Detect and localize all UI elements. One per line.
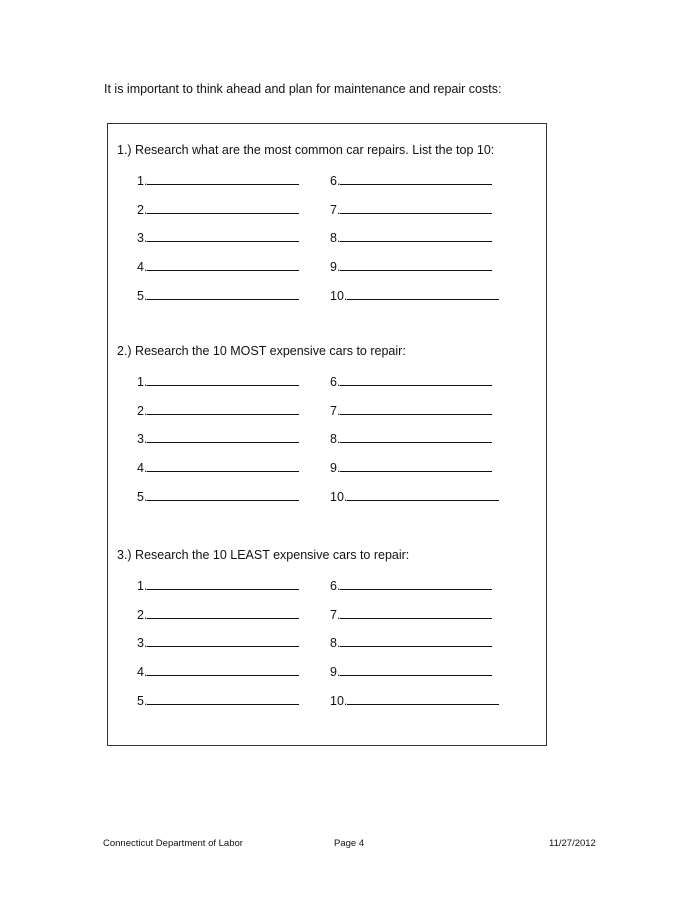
- answer-number: 4.: [137, 665, 148, 680]
- intro-text: It is important to think ahead and plan for maintenance and repair costs:: [104, 82, 502, 96]
- answer-blank-line[interactable]: [147, 460, 299, 472]
- answer-blank-line[interactable]: [340, 635, 492, 647]
- answer-row: [137, 489, 299, 504]
- answer-number: 7.: [330, 403, 341, 418]
- answer-number: 6.: [330, 375, 341, 389]
- answer-row: [137, 578, 299, 593]
- answer-number: 10.: [330, 288, 348, 303]
- answer-number: 4.: [137, 461, 148, 476]
- answer-blank-line[interactable]: [147, 607, 299, 619]
- answer-blank-line[interactable]: [147, 173, 299, 185]
- answer-blank-line[interactable]: [147, 431, 299, 443]
- answer-number: 9.: [330, 461, 341, 476]
- answer-row: [330, 173, 492, 188]
- answer-blank-line[interactable]: [347, 693, 499, 705]
- answer-blank-line[interactable]: [340, 202, 492, 214]
- answer-row: [137, 693, 299, 708]
- answer-blank-line[interactable]: [147, 664, 299, 676]
- answer-number: 2.: [137, 202, 148, 217]
- answer-number: 5.: [137, 489, 148, 504]
- answer-number: 7.: [330, 202, 341, 217]
- answer-number: 9.: [330, 260, 341, 275]
- answer-number: 10.: [330, 489, 348, 504]
- answer-row: [330, 230, 492, 245]
- answer-blank-line[interactable]: [347, 489, 499, 501]
- answer-row: [330, 202, 492, 217]
- answer-number: 3.: [137, 231, 148, 246]
- footer-date: 11/27/2012: [549, 838, 596, 849]
- answer-number: 2.: [137, 403, 148, 418]
- answer-row: [330, 374, 492, 389]
- answer-row: [330, 664, 492, 679]
- answer-number: 8.: [330, 636, 341, 651]
- question-3-prompt: 3.) Research the 10 LEAST expensive cars to repair:: [117, 548, 410, 562]
- answer-row: [330, 288, 499, 303]
- answer-blank-line[interactable]: [347, 288, 499, 300]
- answer-blank-line[interactable]: [340, 607, 492, 619]
- answer-row: [330, 693, 499, 708]
- answer-blank-line[interactable]: [147, 288, 299, 300]
- answer-blank-line[interactable]: [147, 374, 299, 386]
- answer-blank-line[interactable]: [147, 578, 299, 590]
- footer-page-number: Page 4: [334, 838, 365, 849]
- answer-blank-line[interactable]: [147, 230, 299, 242]
- answer-number: 3.: [137, 636, 148, 651]
- answer-row: [330, 460, 492, 475]
- answer-row: [330, 403, 492, 418]
- answer-blank-line[interactable]: [147, 693, 299, 705]
- answer-number: 8.: [330, 231, 341, 246]
- footer-organization: Connecticut Department of Labor: [103, 838, 243, 849]
- answer-row: [137, 202, 299, 217]
- answer-row: [137, 460, 299, 475]
- answer-blank-line[interactable]: [147, 202, 299, 214]
- answer-blank-line[interactable]: [340, 431, 492, 443]
- answer-row: [137, 403, 299, 418]
- answer-row: [137, 664, 299, 679]
- answer-row: [137, 431, 299, 446]
- answer-blank-line[interactable]: [340, 173, 492, 185]
- answer-blank-line[interactable]: [340, 403, 492, 415]
- answer-row: [137, 259, 299, 274]
- answer-blank-line[interactable]: [340, 230, 492, 242]
- answer-blank-line[interactable]: [340, 578, 492, 590]
- answer-row: [137, 173, 299, 188]
- answer-row: [330, 431, 492, 446]
- answer-row: [137, 288, 299, 303]
- answer-number: 9.: [330, 665, 341, 680]
- answer-number: 2.: [137, 607, 148, 622]
- answer-number: 8.: [330, 432, 341, 447]
- answer-row: [330, 578, 492, 593]
- answer-row: [330, 635, 492, 650]
- answer-number: 10.: [330, 693, 348, 708]
- answer-row: [137, 607, 299, 622]
- answer-row: [137, 374, 299, 389]
- answer-blank-line[interactable]: [340, 374, 492, 386]
- answer-blank-line[interactable]: [340, 460, 492, 472]
- answer-row: [137, 230, 299, 245]
- answer-blank-line[interactable]: [147, 403, 299, 415]
- question-1-prompt: 1.) Research what are the most common car repairs. List the top 10:: [117, 143, 495, 157]
- answer-blank-line[interactable]: [340, 664, 492, 676]
- answer-blank-line[interactable]: [147, 259, 299, 271]
- answer-row: [330, 607, 492, 622]
- answer-number: 3.: [137, 432, 148, 447]
- answer-number: 5.: [137, 693, 148, 708]
- answer-blank-line[interactable]: [147, 635, 299, 647]
- answer-number: 1.: [137, 579, 148, 593]
- answer-number: 1.: [137, 174, 148, 188]
- answer-blank-line[interactable]: [147, 489, 299, 501]
- answer-row: [137, 635, 299, 650]
- answer-row: [330, 259, 492, 274]
- answer-row: [330, 489, 499, 504]
- answer-blank-line[interactable]: [340, 259, 492, 271]
- answer-number: 5.: [137, 288, 148, 303]
- answer-number: 6.: [330, 174, 341, 188]
- answer-number: 7.: [330, 607, 341, 622]
- answer-number: 1.: [137, 375, 148, 389]
- answer-number: 4.: [137, 260, 148, 275]
- answer-number: 6.: [330, 579, 341, 593]
- question-2-prompt: 2.) Research the 10 MOST expensive cars to repair:: [117, 344, 406, 358]
